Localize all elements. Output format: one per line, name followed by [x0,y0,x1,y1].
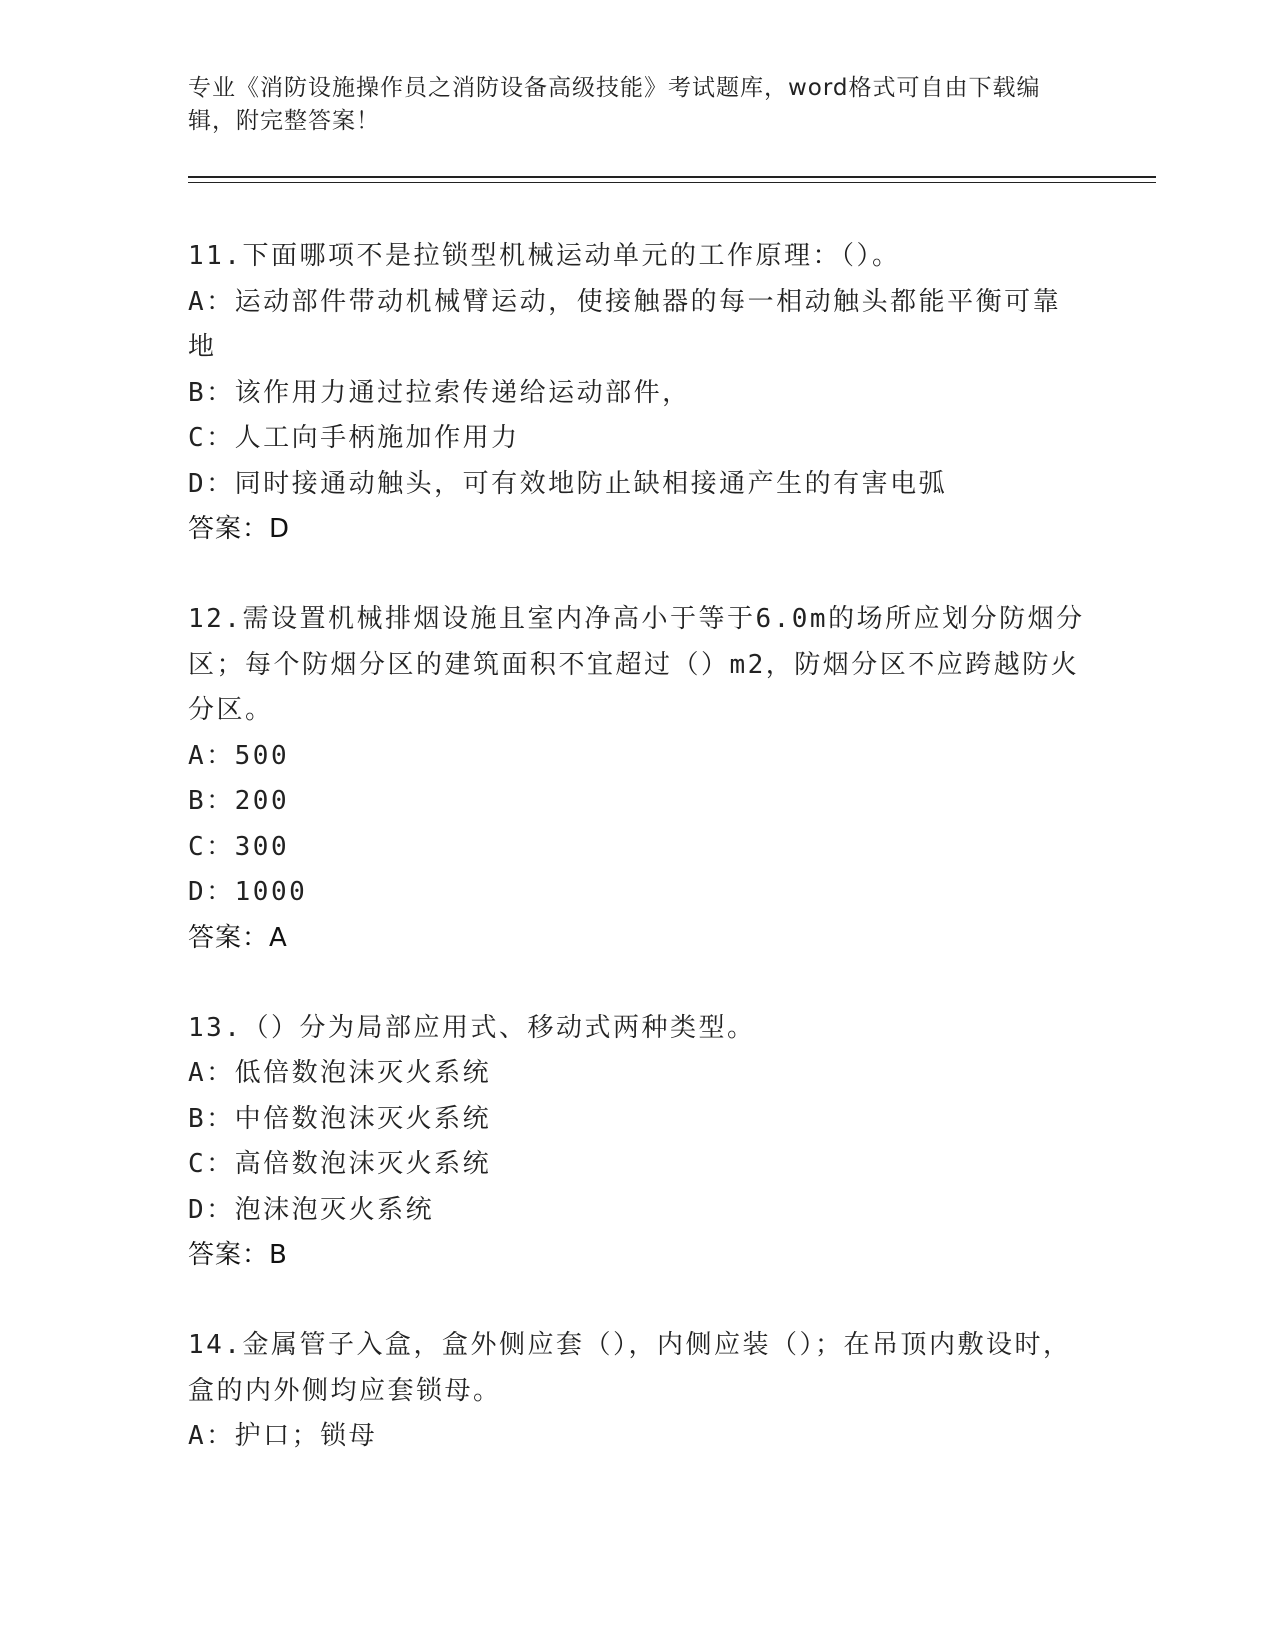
option-a: A：500 [188,740,290,771]
question-list [188,234,1088,1460]
question-gap [188,961,1088,1006]
option-a: A：运动部件带动机械臂运动，使接触器的每一相动触头都能平衡可靠地 [188,286,1062,362]
answer-label: 答案：D [188,514,291,544]
header-intro-text: 专业《消防设施操作员之消防设备高级技能》考试题库，word格式可自由下载编辑，附完整答案！ [188,75,1041,134]
question-12 [188,597,1088,961]
option-a: A：护口；锁母 [188,1421,378,1451]
option-b: B：中倍数泡沫灭火系统 [188,1103,492,1134]
option-d: D：泡沫泡灭火系统 [188,1194,435,1225]
question-13 [188,1006,1088,1279]
answer-label: 答案：B [188,1240,288,1270]
question-stem: 13.（）分为局部应用式、移动式两种类型。 [188,1012,756,1043]
header-divider-thick [188,176,1156,178]
option-a: A：低倍数泡沫灭火系统 [188,1058,492,1088]
question-stem: 11.下面哪项不是拉锁型机械运动单元的工作原理：（）。 [188,241,901,271]
question-gap [188,552,1088,597]
question-gap [188,1278,1088,1323]
question-stem: 12.需设置机械排烟设施且室内净高小于等于6.0m的场所应划分防烟分区；每个防烟分区的建筑面积不宜超过（）m2，防烟分区不应跨越防火分区。 [188,604,1085,725]
answer-label: 答案：A [188,922,288,953]
document-header [188,72,1088,138]
option-c: C：300 [188,831,290,862]
option-b: B：该作用力通过拉索传递给运动部件， [188,377,691,408]
option-d: D：同时接通动触头，可有效地防止缺相接通产生的有害电弧 [188,468,948,499]
question-stem: 14.金属管子入盒，盒外侧应套（），内侧应装（）；在吊顶内敷设时，盒的内外侧均应套锁母。 [188,1330,1072,1406]
question-11 [188,234,1088,552]
option-c: C：人工向手柄施加作用力 [188,423,520,453]
option-d: D：1000 [188,877,308,907]
option-b: B：200 [188,786,290,816]
option-c: C：高倍数泡沫灭火系统 [188,1149,492,1179]
header-divider-thin [188,182,1156,183]
question-14 [188,1323,1088,1460]
